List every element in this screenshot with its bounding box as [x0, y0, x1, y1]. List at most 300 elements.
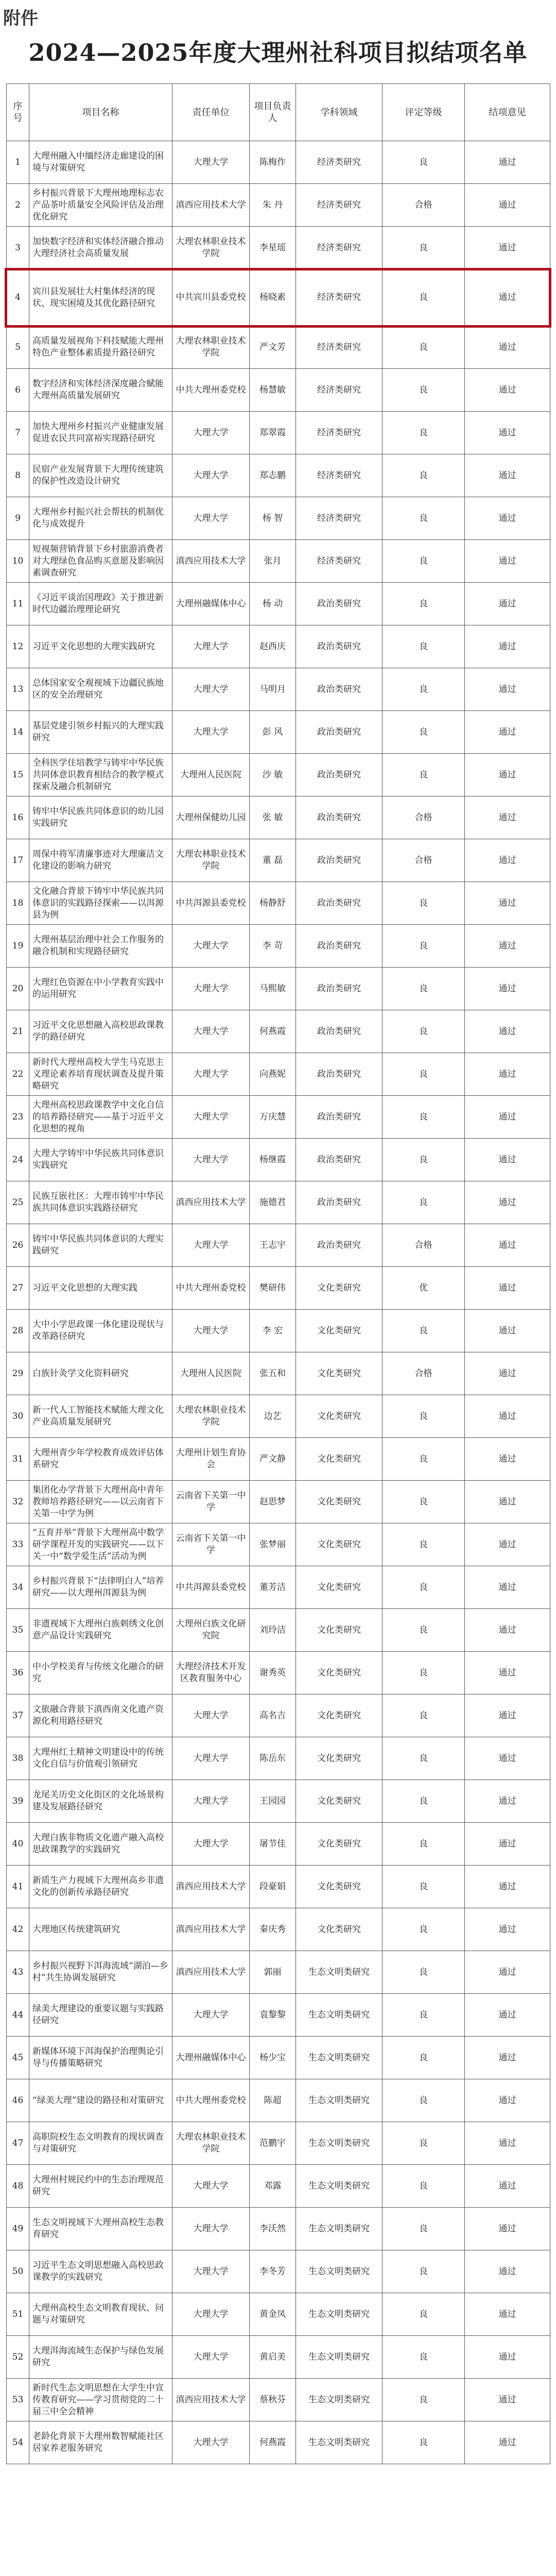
- cell-field: 政治类研究: [296, 668, 383, 711]
- cell-grade: 良: [383, 412, 465, 454]
- cell-result: 通过: [465, 1310, 550, 1352]
- cell-name: 《习近平谈治国理政》关于推进新时代边疆治理理论研究: [29, 583, 172, 625]
- cell-result: 通过: [465, 1609, 550, 1652]
- cell-person: 李冬芳: [250, 2250, 296, 2293]
- cell-unit: 大理农林职业技术学院: [172, 1395, 250, 1438]
- cell-grade: 良: [383, 2379, 465, 2421]
- attachment-label: 附件: [3, 8, 38, 29]
- cell-no: 14: [7, 711, 29, 754]
- cell-no: 32: [7, 1481, 29, 1523]
- cell-field: 文化类研究: [296, 1481, 383, 1523]
- cell-name: 习近平文化思想的大理实践: [29, 1267, 172, 1310]
- cell-unit: 滇西应用技术大学: [172, 1181, 250, 1224]
- cell-result: 通过: [465, 1096, 550, 1139]
- cell-grade: 良: [383, 369, 465, 412]
- cell-field: 政治类研究: [296, 839, 383, 882]
- cell-result: 通过: [465, 1994, 550, 2037]
- cell-unit: 中共大理州委党校: [172, 1267, 250, 1310]
- table-row: [7, 1866, 550, 1908]
- cell-grade: 良: [383, 1652, 465, 1694]
- cell-field: 文化类研究: [296, 1609, 383, 1652]
- cell-unit: 大理大学: [172, 1823, 250, 1866]
- cell-grade: 良: [383, 1908, 465, 1951]
- cell-grade: 良: [383, 1053, 465, 1096]
- cell-name: 白族针灸学文化资料研究: [29, 1352, 172, 1395]
- table-row: [7, 1652, 550, 1694]
- cell-no: 40: [7, 1823, 29, 1866]
- cell-no: 6: [7, 369, 29, 412]
- cell-field: 生态文明类研究: [296, 2250, 383, 2293]
- cell-result: 通过: [465, 2250, 550, 2293]
- cell-person: 陈梅作: [250, 141, 296, 184]
- cell-grade: 良: [383, 1523, 465, 1566]
- cell-field: 经济类研究: [296, 369, 383, 412]
- cell-grade: 良: [383, 1181, 465, 1224]
- cell-unit: 大理大学: [172, 668, 250, 711]
- cell-person: 万庆慧: [250, 1096, 296, 1139]
- cell-no: 34: [7, 1566, 29, 1609]
- table-row: [7, 668, 550, 711]
- cell-unit: 大理大学: [172, 1010, 250, 1053]
- cell-person: 李 宏: [250, 1310, 296, 1352]
- header-no: 序号: [7, 84, 29, 141]
- cell-result: 通过: [465, 1523, 550, 1566]
- cell-no: 41: [7, 1866, 29, 1908]
- table-row: [7, 540, 550, 583]
- cell-no: 47: [7, 2122, 29, 2165]
- cell-name: 大理白族非物质文化遗产融入高校思政课教学的实践研究: [29, 1823, 172, 1866]
- cell-person: 杨慧敏: [250, 369, 296, 412]
- cell-no: 42: [7, 1908, 29, 1951]
- cell-name: 中小学校美育与传统文化融合的研究: [29, 1652, 172, 1694]
- cell-person: 秦庆秀: [250, 1908, 296, 1951]
- cell-no: 50: [7, 2250, 29, 2293]
- cell-field: 生态文明类研究: [296, 2165, 383, 2208]
- cell-no: 35: [7, 1609, 29, 1652]
- cell-grade: 良: [383, 2079, 465, 2122]
- cell-name: 大理州高校生态文明教育现状、问题与对策研究: [29, 2293, 172, 2336]
- cell-result: 通过: [465, 2165, 550, 2208]
- table-row: [7, 1352, 550, 1395]
- cell-grade: 良: [383, 1481, 465, 1523]
- cell-grade: 良: [383, 925, 465, 968]
- cell-result: 通过: [465, 968, 550, 1010]
- cell-grade: 良: [383, 2037, 465, 2079]
- cell-unit: 大理大学: [172, 1994, 250, 2037]
- cell-person: 杨少宝: [250, 2037, 296, 2079]
- cell-no: 19: [7, 925, 29, 968]
- cell-person: 李 苛: [250, 925, 296, 968]
- cell-unit: 大理大学: [172, 1737, 250, 1780]
- table-row: [7, 2208, 550, 2250]
- cell-name: 大理州高校思政课教学中文化自信的培养路径研究——基于习近平文化思想的视角: [29, 1096, 172, 1139]
- cell-field: 文化类研究: [296, 1352, 383, 1395]
- cell-person: 严文芳: [250, 326, 296, 369]
- cell-person: 马明月: [250, 668, 296, 711]
- cell-person: 彭 风: [250, 711, 296, 754]
- cell-result: 通过: [465, 711, 550, 754]
- header-person: 项目负责人: [250, 84, 296, 141]
- cell-result: 通过: [465, 583, 550, 625]
- cell-grade: 良: [383, 1566, 465, 1609]
- cell-field: 政治类研究: [296, 625, 383, 668]
- cell-result: 通过: [465, 1566, 550, 1609]
- cell-no: 22: [7, 1053, 29, 1096]
- cell-field: 生态文明类研究: [296, 2122, 383, 2165]
- cell-field: 政治类研究: [296, 796, 383, 839]
- cell-name: 新时代大理州高校大学生马克思主义理论素养培育现状调查及提升策略研究: [29, 1053, 172, 1096]
- cell-field: 文化类研究: [296, 1780, 383, 1823]
- cell-unit: 大理农林职业技术学院: [172, 839, 250, 882]
- cell-person: 边艺: [250, 1395, 296, 1438]
- cell-person: 袁黎黎: [250, 1994, 296, 2037]
- cell-person: 杨 智: [250, 497, 296, 540]
- cell-result: 通过: [465, 1481, 550, 1523]
- cell-name: 乡村振兴背景下大理州地理标志农产品茶叶质量安全风险评估及治理优化研究: [29, 184, 172, 227]
- cell-result: 通过: [465, 1780, 550, 1823]
- cell-no: 10: [7, 540, 29, 583]
- cell-person: 陈岳东: [250, 1737, 296, 1780]
- cell-grade: 良: [383, 326, 465, 369]
- header-name: 项目名称: [29, 84, 172, 141]
- cell-no: 24: [7, 1139, 29, 1181]
- cell-grade: 良: [383, 540, 465, 583]
- cell-result: 通过: [465, 796, 550, 839]
- cell-result: 通过: [465, 1224, 550, 1267]
- cell-result: 通过: [465, 1823, 550, 1866]
- cell-unit: 大理州融媒体中心: [172, 2037, 250, 2079]
- cell-unit: 大理大学: [172, 2293, 250, 2336]
- cell-field: 政治类研究: [296, 1053, 383, 1096]
- cell-unit: 滇西应用技术大学: [172, 2379, 250, 2421]
- cell-person: 张 敏: [250, 796, 296, 839]
- cell-result: 通过: [465, 540, 550, 583]
- cell-field: 文化类研究: [296, 1652, 383, 1694]
- cell-no: 28: [7, 1310, 29, 1352]
- cell-grade: 良: [383, 2208, 465, 2250]
- cell-field: 经济类研究: [296, 540, 383, 583]
- table-row: [7, 968, 550, 1010]
- table-row: [7, 369, 550, 412]
- cell-grade: 良: [383, 1395, 465, 1438]
- cell-field: 经济类研究: [296, 141, 383, 184]
- cell-result: 通过: [465, 2336, 550, 2379]
- cell-result: 通过: [465, 412, 550, 454]
- cell-name: 集团化办学背景下大理州高中青年教师培养路径研究——以云南省下关第一中学为例: [29, 1481, 172, 1523]
- cell-name: 老龄化背景下大理州数智赋能社区居家养老服务研究: [29, 2421, 172, 2464]
- table-row: [7, 454, 550, 497]
- cell-person: 赵西庆: [250, 625, 296, 668]
- cell-result: 通过: [465, 1652, 550, 1694]
- cell-result: 通过: [465, 2208, 550, 2250]
- cell-no: 17: [7, 839, 29, 882]
- cell-field: 政治类研究: [296, 1096, 383, 1139]
- cell-person: 樊研伟: [250, 1267, 296, 1310]
- cell-person: 杨继霞: [250, 1139, 296, 1181]
- cell-person: 杨 动: [250, 583, 296, 625]
- cell-grade: 良: [383, 2165, 465, 2208]
- table-row: [7, 326, 550, 369]
- table-row: [7, 2079, 550, 2122]
- cell-unit: 大理州计划生育协会: [172, 1438, 250, 1481]
- table-row: [7, 1823, 550, 1866]
- cell-field: 政治类研究: [296, 1010, 383, 1053]
- cell-name: 大理地区传统建筑研究: [29, 1908, 172, 1951]
- header-result: 结项意见: [465, 84, 550, 141]
- cell-person: 高名吉: [250, 1694, 296, 1737]
- cell-person: 屠节佳: [250, 1823, 296, 1866]
- cell-unit: 大理大学: [172, 454, 250, 497]
- cell-no: 3: [7, 227, 29, 269]
- cell-person: 严文静: [250, 1438, 296, 1481]
- cell-result: 通过: [465, 2293, 550, 2336]
- cell-no: 7: [7, 412, 29, 454]
- cell-unit: 大理大学: [172, 711, 250, 754]
- cell-result: 通过: [465, 497, 550, 540]
- cell-name: 新时代生态文明思想在大学生中宣传教育研究——学习贯彻党的二十届三中全会精神: [29, 2379, 172, 2421]
- cell-no: 36: [7, 1652, 29, 1694]
- cell-unit: 大理州保健幼儿园: [172, 796, 250, 839]
- cell-no: 45: [7, 2037, 29, 2079]
- cell-name: 加快数字经济和实体经济融合推动大理经济社会高质量发展: [29, 227, 172, 269]
- cell-unit: 大理大学: [172, 1224, 250, 1267]
- cell-unit: 大理经济技术开发区教育服务中心: [172, 1652, 250, 1694]
- table-row: [7, 2122, 550, 2165]
- table-row: [7, 1096, 550, 1139]
- cell-no: 4: [7, 269, 29, 326]
- cell-person: 王园园: [250, 1780, 296, 1823]
- cell-unit: 中共大理州委党校: [172, 369, 250, 412]
- cell-result: 通过: [465, 141, 550, 184]
- cell-unit: 大理大学: [172, 1780, 250, 1823]
- cell-person: 段豪娟: [250, 1866, 296, 1908]
- cell-grade: 良: [383, 1096, 465, 1139]
- cell-grade: 良: [383, 454, 465, 497]
- table-row: [7, 1438, 550, 1481]
- table-row: [7, 412, 550, 454]
- cell-no: 16: [7, 796, 29, 839]
- cell-name: 大理州红土精神文明建设中的传统文化自信与价值观引领研究: [29, 1737, 172, 1780]
- table-row: [7, 1737, 550, 1780]
- table-row: [7, 711, 550, 754]
- cell-field: 生态文明类研究: [296, 2336, 383, 2379]
- table-row: [7, 839, 550, 882]
- cell-name: 大理州青少年学校教育成效评估体系研究: [29, 1438, 172, 1481]
- cell-result: 通过: [465, 1053, 550, 1096]
- cell-field: 经济类研究: [296, 184, 383, 227]
- cell-result: 通过: [465, 1951, 550, 1994]
- cell-result: 通过: [465, 2379, 550, 2421]
- cell-unit: 大理州人民医院: [172, 754, 250, 796]
- cell-person: 郑翠霞: [250, 412, 296, 454]
- cell-unit: 滇西应用技术大学: [172, 1866, 250, 1908]
- cell-field: 政治类研究: [296, 968, 383, 1010]
- cell-unit: 大理大学: [172, 2165, 250, 2208]
- cell-name: 高职院校生态文明教育的现状调查与对策研究: [29, 2122, 172, 2165]
- cell-name: 铸牢中华民族共同体意识的大理实践研究: [29, 1224, 172, 1267]
- cell-field: 经济类研究: [296, 497, 383, 540]
- cell-result: 通过: [465, 1352, 550, 1395]
- cell-unit: 大理农林职业技术学院: [172, 227, 250, 269]
- cell-name: 宾川县发展壮大村集体经济的现状、现实困境及其优化路径研究: [29, 269, 172, 326]
- cell-grade: 良: [383, 625, 465, 668]
- table-row: [7, 2379, 550, 2421]
- cell-unit: 大理大学: [172, 1053, 250, 1096]
- cell-unit: 大理农林职业技术学院: [172, 326, 250, 369]
- cell-result: 通过: [465, 1694, 550, 1737]
- cell-field: 文化类研究: [296, 1908, 383, 1951]
- cell-person: 蔡秋芬: [250, 2379, 296, 2421]
- cell-no: 12: [7, 625, 29, 668]
- cell-grade: 良: [383, 2421, 465, 2464]
- cell-name: 民宿产业发展背景下大理传统建筑的保护性改造设计研究: [29, 454, 172, 497]
- cell-field: 生态文明类研究: [296, 2208, 383, 2250]
- cell-name: 乡村振兴背景下“法律明白人”培养研究——以大理州洱源县为例: [29, 1566, 172, 1609]
- cell-result: 通过: [465, 2122, 550, 2165]
- cell-result: 通过: [465, 326, 550, 369]
- cell-unit: 中共大理州委党校: [172, 2079, 250, 2122]
- cell-result: 通过: [465, 839, 550, 882]
- cell-field: 文化类研究: [296, 1523, 383, 1566]
- cell-person: 沙 敏: [250, 754, 296, 796]
- table-row: [7, 227, 550, 269]
- table-row: [7, 1694, 550, 1737]
- table-row: [7, 497, 550, 540]
- cell-field: 文化类研究: [296, 1694, 383, 1737]
- cell-name: 数字经济和实体经济深度融合赋能大理州高质量发展研究: [29, 369, 172, 412]
- cell-unit: 大理大学: [172, 625, 250, 668]
- cell-unit: 大理大学: [172, 2336, 250, 2379]
- cell-result: 通过: [465, 925, 550, 968]
- cell-no: 25: [7, 1181, 29, 1224]
- cell-unit: 大理大学: [172, 497, 250, 540]
- cell-person: 杨晓素: [250, 269, 296, 326]
- table-row: [7, 1139, 550, 1181]
- header-grade: 评定等级: [383, 84, 465, 141]
- cell-name: 新媒体环境下洱海保护治理舆论引导与传播策略研究: [29, 2037, 172, 2079]
- cell-grade: 良: [383, 1310, 465, 1352]
- cell-name: 大理州融入中缅经济走廊建设的困境与对策研究: [29, 141, 172, 184]
- cell-field: 生态文明类研究: [296, 2293, 383, 2336]
- cell-person: 赵思梦: [250, 1481, 296, 1523]
- cell-person: 向燕妮: [250, 1053, 296, 1096]
- cell-field: 政治类研究: [296, 1139, 383, 1181]
- cell-name: 加快大理州乡村振兴产业健康发展促进农民共同富裕实现路径研究: [29, 412, 172, 454]
- cell-unit: 滇西应用技术大学: [172, 1951, 250, 1994]
- cell-field: 生态文明类研究: [296, 1994, 383, 2037]
- cell-grade: 合格: [383, 1224, 465, 1267]
- cell-field: 经济类研究: [296, 227, 383, 269]
- cell-grade: 合格: [383, 796, 465, 839]
- cell-unit: 大理大学: [172, 925, 250, 968]
- cell-person: 董 磊: [250, 839, 296, 882]
- cell-person: 邓露: [250, 2165, 296, 2208]
- table-row: [7, 2421, 550, 2464]
- cell-field: 政治类研究: [296, 882, 383, 925]
- cell-name: 大理州乡村振兴社会帮扶的机制优化与成效提升: [29, 497, 172, 540]
- cell-no: 33: [7, 1523, 29, 1566]
- cell-field: 文化类研究: [296, 1395, 383, 1438]
- cell-no: 5: [7, 326, 29, 369]
- table-row: [7, 2250, 550, 2293]
- cell-result: 通过: [465, 369, 550, 412]
- cell-grade: 良: [383, 1780, 465, 1823]
- cell-field: 文化类研究: [296, 1267, 383, 1310]
- table-row: [7, 2037, 550, 2079]
- cell-no: 30: [7, 1395, 29, 1438]
- cell-no: 15: [7, 754, 29, 796]
- cell-no: 11: [7, 583, 29, 625]
- cell-result: 通过: [465, 1438, 550, 1481]
- cell-unit: 大理大学: [172, 2250, 250, 2293]
- cell-unit: 云南省下关第一中学: [172, 1481, 250, 1523]
- cell-unit: 云南省下关第一中学: [172, 1523, 250, 1566]
- cell-result: 通过: [465, 227, 550, 269]
- cell-no: 27: [7, 1267, 29, 1310]
- cell-field: 政治类研究: [296, 583, 383, 625]
- cell-no: 53: [7, 2379, 29, 2421]
- cell-field: 文化类研究: [296, 1823, 383, 1866]
- table-row: [7, 1310, 550, 1352]
- cell-grade: 良: [383, 968, 465, 1010]
- cell-grade: 合格: [383, 184, 465, 227]
- cell-result: 通过: [465, 1908, 550, 1951]
- table-row: [7, 1267, 550, 1310]
- cell-no: 38: [7, 1737, 29, 1780]
- table-row: [7, 754, 550, 796]
- cell-name: 大理州村规民约中的生态治理规范研究: [29, 2165, 172, 2208]
- cell-field: 经济类研究: [296, 454, 383, 497]
- cell-field: 政治类研究: [296, 925, 383, 968]
- cell-grade: 良: [383, 583, 465, 625]
- cell-result: 通过: [465, 1010, 550, 1053]
- cell-grade: 良: [383, 1994, 465, 2037]
- cell-person: 杨静舒: [250, 882, 296, 925]
- cell-unit: 滇西应用技术大学: [172, 184, 250, 227]
- cell-field: 生态文明类研究: [296, 2037, 383, 2079]
- table-row: [7, 882, 550, 925]
- table-header-row: [7, 84, 550, 141]
- cell-person: 张五和: [250, 1352, 296, 1395]
- table-row: [7, 1053, 550, 1096]
- table-row: [7, 925, 550, 968]
- cell-grade: 良: [383, 141, 465, 184]
- cell-name: 高质量发展视角下科技赋能大理州特色产业整体素质提升路径研究: [29, 326, 172, 369]
- cell-name: 大理州基层治理中社会工作服务的融合机制和实现路径研究: [29, 925, 172, 968]
- cell-unit: 滇西应用技术大学: [172, 540, 250, 583]
- cell-result: 通过: [465, 454, 550, 497]
- cell-person: 王志宇: [250, 1224, 296, 1267]
- cell-name: 大理大学铸牢中华民族共同体意识实践研究: [29, 1139, 172, 1181]
- table-row: [7, 1609, 550, 1652]
- cell-result: 通过: [465, 668, 550, 711]
- cell-field: 政治类研究: [296, 711, 383, 754]
- table-row: [7, 1994, 550, 2037]
- cell-field: 生态文明类研究: [296, 2079, 383, 2122]
- table-row: [7, 1181, 550, 1224]
- table-row: [7, 1523, 550, 1566]
- cell-unit: 大理大学: [172, 141, 250, 184]
- header-field: 学科领域: [296, 84, 383, 141]
- cell-unit: 中共宾川县委党校: [172, 269, 250, 326]
- cell-grade: 良: [383, 1609, 465, 1652]
- cell-person: 朱 丹: [250, 184, 296, 227]
- cell-name: 民族互嵌社区：大理市铸牢中华民族共同体意识实践路径研究: [29, 1181, 172, 1224]
- cell-name: 生态文明视域下大理州高校生态教育研究: [29, 2208, 172, 2250]
- table-row: [7, 1224, 550, 1267]
- cell-person: 郭丽: [250, 1951, 296, 1994]
- cell-grade: 良: [383, 227, 465, 269]
